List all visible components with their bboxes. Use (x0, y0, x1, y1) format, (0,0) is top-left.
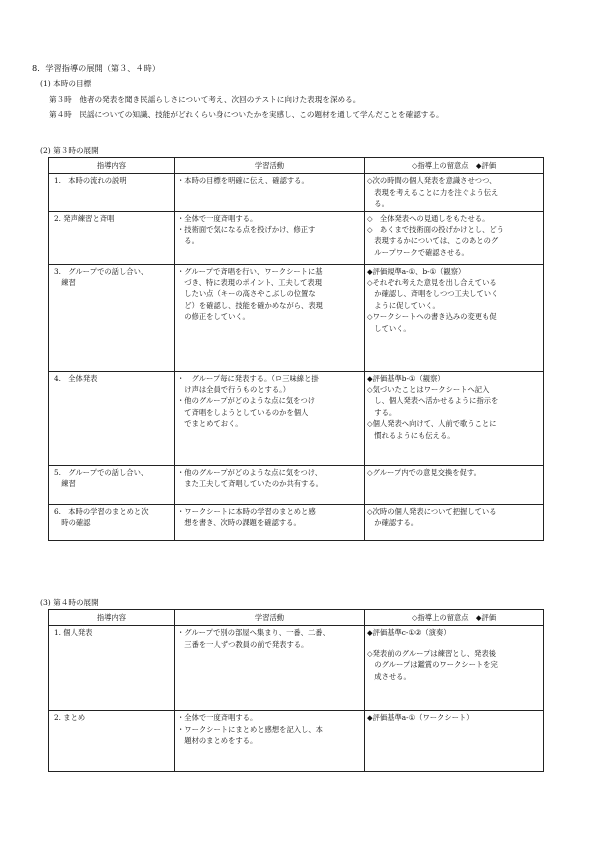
cell-notes (365, 626, 544, 711)
table-row (49, 626, 544, 711)
cell-line: 想を書き、次時の課題を確認する。 (177, 518, 301, 528)
cell-line: ・全体で一度斉唱する。 (177, 213, 258, 223)
cell-line (367, 639, 541, 648)
cell-notes (365, 711, 544, 772)
table3-heading: (2) 第３時の展開 (40, 146, 99, 155)
cell-line: ◇次の時間の個人発表を意識させつつ、 (367, 176, 497, 186)
cell-line: ◇次時の個人発表について把握している (367, 506, 497, 516)
cell-line: でまとめておく。 (177, 419, 243, 429)
cell-notes (365, 264, 544, 371)
header-notes: ◇指導上の留意点 ◆評価 (365, 158, 544, 174)
cell-activity (175, 211, 365, 264)
table-row (49, 264, 544, 371)
cell-line: ど）を確認し、技能を確かめながら、表現 (177, 300, 323, 310)
cell-line: ◆評価基準c-①②（演奏） (367, 628, 451, 638)
cell-line: のグループは鑑賞のワークシートを完 (367, 660, 498, 670)
cell-line: け声は全員で行うものとする。） (177, 385, 291, 395)
cell-line: ◆評価規準a-①、b-①（観察） (367, 266, 466, 276)
cell-line: 5. グループでの話し合い、 (54, 467, 149, 477)
cell-line: ◇ワークシートへの書き込みの変更も促 (367, 312, 497, 322)
cell-notes (365, 174, 544, 211)
cell-line: 成させる。 (367, 671, 411, 681)
cell-line: したい点（キーの高さやこぶしの位置な (177, 289, 316, 299)
table-row (49, 174, 544, 211)
cell-line: 練習 (54, 278, 76, 288)
cell-content (49, 465, 175, 504)
cell-line: ・グループで斉唱を行い、ワークシートに基 (177, 266, 323, 276)
cell-line: 1. 個人発表 (54, 628, 93, 638)
cell-content (49, 711, 175, 772)
header-activity: 学習活動 (175, 610, 365, 626)
cell-line: る。 (177, 236, 199, 246)
cell-content (49, 264, 175, 371)
cell-line: ◆評価基準a-①（ワークシート） (367, 713, 474, 723)
cell-content (49, 626, 175, 711)
goal-line-3: 第３時 他者の発表を聞き民謡らしさについて考え、次回のテストに向けた表現を深める。 (49, 95, 361, 104)
cell-activity (175, 711, 365, 772)
cell-line: か確認する。 (367, 518, 419, 528)
cell-line: ・ グループ毎に発表する。（ロ三味線と掛 (177, 373, 319, 383)
cell-line: 3. グループでの話し合い、 (54, 266, 149, 276)
cell-line: ・全体で一度斉唱する。 (177, 713, 258, 723)
cell-activity (175, 504, 365, 540)
table-row (49, 504, 544, 540)
cell-line: 6. 本時の学習のまとめと次 (54, 506, 149, 516)
cell-line: 2. 発声練習と斉唱 (54, 213, 115, 223)
cell-line: ・技術面で気になる点を投げかけ、修正す (177, 225, 316, 235)
cell-line: ・グループで別の部屋へ集まり、一番、二番、 (177, 628, 330, 638)
cell-line: ◆評価基準b-①（観察） (367, 373, 445, 383)
cell-line: ・他のグループがどのような点に気をつけ、 (177, 467, 323, 477)
cell-notes (365, 371, 544, 465)
table-row (49, 711, 544, 772)
cell-notes (365, 504, 544, 540)
cell-line: て斉唱をしようとしているのかを個人 (177, 407, 309, 417)
cell-line: ・ワークシートに本時の学習のまとめと感 (177, 506, 316, 516)
cell-line: 2. まとめ (54, 713, 86, 723)
cell-notes (365, 465, 544, 504)
cell-line: 表現するかについては、このあとのグ (367, 236, 499, 246)
cell-line: ように促していく。 (367, 300, 440, 310)
cell-line: 練習 (54, 479, 76, 489)
cell-line: 4. 全体発表 (54, 373, 98, 383)
table4-heading: (3) 第４時の展開 (40, 598, 99, 607)
cell-line: していく。 (367, 323, 411, 333)
cell-line: ◇発表前のグループは練習とし、発表後 (367, 648, 497, 658)
cell-line: ◇それぞれ考えた意見を出し合えている (367, 278, 497, 288)
cell-activity (175, 626, 365, 711)
cell-line: ◇気づいたことはワークシートへ記入 (367, 385, 490, 395)
cell-line: 1. 本時の流れの説明 (54, 176, 127, 186)
cell-content (49, 371, 175, 465)
cell-line: ・ワークシートにまとめと感想を記入し、本 (177, 724, 323, 734)
cell-line: ・本時の目標を明確に伝え、確認する。 (177, 176, 309, 186)
cell-content (49, 174, 175, 211)
header-content: 指導内容 (49, 610, 175, 626)
goals-heading: (1) 本時の目標 (40, 79, 92, 88)
cell-line: 表現を考えることに力を注ぐよう伝え (367, 187, 499, 197)
cell-activity (175, 264, 365, 371)
cell-line: ◇ 全体発表への見通しをもたせる。 (367, 213, 490, 223)
header-content: 指導内容 (49, 158, 175, 174)
cell-line: ◇グループ内での意見交換を促す。 (367, 467, 481, 477)
cell-line: ◇ あくまで技術面の投げかけとし、どう (367, 225, 504, 235)
header-activity: 学習活動 (175, 158, 365, 174)
cell-line: する。 (367, 407, 397, 417)
table-row (49, 465, 544, 504)
section-heading: 8．学習指導の展開（第３、４時） (32, 63, 161, 73)
cell-line: 時の確認 (54, 518, 91, 528)
goal-line-4: 第４時 民謡についての知識、技能がどれくらい身についたかを実感し、この題材を通して学んだことを確認する。 (49, 110, 444, 119)
table-row (49, 371, 544, 465)
cell-line: し、個人発表へ活かせるように指示を (367, 396, 499, 406)
cell-line: また工夫して斉唱していたのか共有する。 (177, 479, 323, 489)
cell-line: ・他のグループがどのような点に気をつけ (177, 396, 316, 406)
cell-line: か確認し、斉唱をしつつ工夫していく (367, 289, 499, 299)
cell-line: の修正をしていく。 (177, 312, 250, 322)
cell-activity (175, 465, 365, 504)
cell-line: ◇個人発表へ向けて、人前で歌うことに (367, 419, 497, 429)
cell-line: 題材のまとめをする。 (177, 736, 258, 746)
cell-line: 三番を一人ずつ教員の前で発表する。 (177, 639, 309, 649)
lesson3-table (48, 157, 544, 541)
header-notes: ◇指導上の留意点 ◆評価 (365, 610, 544, 626)
cell-line: ループワークで確認させる。 (367, 247, 469, 257)
lesson4-table (48, 609, 544, 772)
cell-content (49, 504, 175, 540)
cell-activity (175, 174, 365, 211)
cell-notes (365, 211, 544, 264)
cell-line: づき、特に表現のポイント、工夫して表現 (177, 278, 322, 288)
cell-line: る。 (367, 199, 389, 209)
cell-content (49, 211, 175, 264)
cell-activity (175, 371, 365, 465)
table-row (49, 211, 544, 264)
cell-line: 慣れるようにも伝える。 (367, 430, 455, 440)
